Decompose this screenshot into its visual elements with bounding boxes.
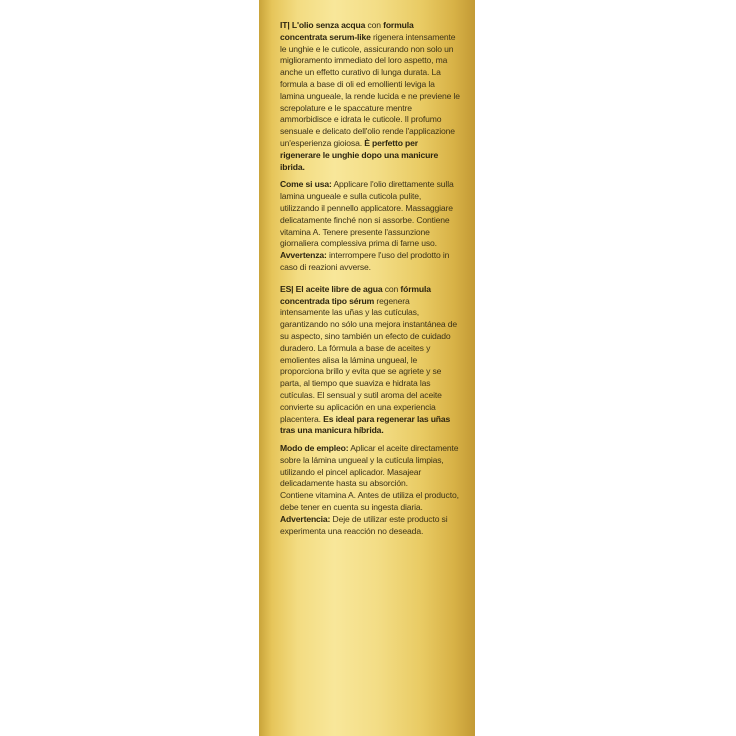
product-label <box>259 0 475 736</box>
it-usage-paragraph <box>280 179 460 273</box>
es-usage-paragraph <box>280 443 460 537</box>
es-language-code: ES| <box>280 283 294 294</box>
es-formula-name: fórmula concentrada tipo sérum <box>280 283 431 306</box>
es-highlight-text: Es ideal para regenerar las uñas tras una manicura híbrida. <box>280 413 451 436</box>
it-con-word: con <box>367 20 381 30</box>
it-formula-name: formula concentrata serum-like <box>280 20 414 42</box>
es-warning-text: Deje de utilizar este producto si experimenta una reacción no deseada. <box>280 513 448 536</box>
es-product-name: El aceite libre de agua <box>295 283 383 294</box>
it-description-paragraph <box>280 20 460 173</box>
es-usage-text: Aplicar el aceite directamente sobre la lámina ungueal y la cutícula limpias, utilizando el pincel aplicador. Masajear delicadamente hasta su absorción. <box>280 443 459 489</box>
it-highlight-text: È perfetto per rigenerare le unghie dopo una manicure ibrida. <box>280 137 439 172</box>
es-warning-label: Advertencia: <box>280 513 331 524</box>
label-text-column <box>280 20 460 543</box>
it-product-name: L'olio senza acqua <box>291 20 366 30</box>
es-usage-label: Modo de empleo: <box>280 443 349 454</box>
it-warning-text: interrompere l'uso del prodotto in caso di reazioni avverse. <box>280 250 450 272</box>
es-description-paragraph <box>280 284 460 437</box>
es-description-text: regenera intensamente las uñas y las cutículas, garantizando no sólo una mejora instantánea de su aspecto, sino también un efecto de cuidado duradero. La fórmula a base de aceites y emolientes alisa la lámina ungueal, le proporciona brillo y evita que se agriete y se parta, al tiempo que suaviza e hidrata las cutículas. El sensual y sutil aroma del aceite convierte su aplicación en una experiencia placentera. <box>280 295 458 424</box>
it-usage-label: Come si usa: <box>280 179 332 190</box>
es-con-word: con <box>384 283 399 294</box>
it-usage-text: Applicare l'olio direttamente sulla lamina ungueale e sulla cuticola pulite, utilizzando il pennello applicatore. Massaggiare delicatamente finché non si assorbe. Contiene vitamina A. Tenere presente l'assunzione giornaliera complessiva prima di farne uso. <box>280 179 454 249</box>
es-vitamin-text: Contiene vitamina A. Antes de utiliza el producto, debe tener en cuenta su ingesta diaria. <box>280 490 459 513</box>
it-description-text: rigenera intensamente le unghie e le cuticole, assicurando non solo un miglioramento immediato del loro aspetto, ma anche un effetto curativo di lunga durata. La formula a base di oli ed emollienti leviga la lamina ungueale, la rende lucida e ne previene le screpolature e le spaccature mentre ammorbidisce e idrata le cuticole. Il profumo sensuale e delicato dell'olio rende l'applicazione un'esperienza gioiosa. <box>280 31 460 148</box>
it-language-code: IT| <box>280 20 290 30</box>
it-warning-label: Avvertenza: <box>280 250 327 261</box>
